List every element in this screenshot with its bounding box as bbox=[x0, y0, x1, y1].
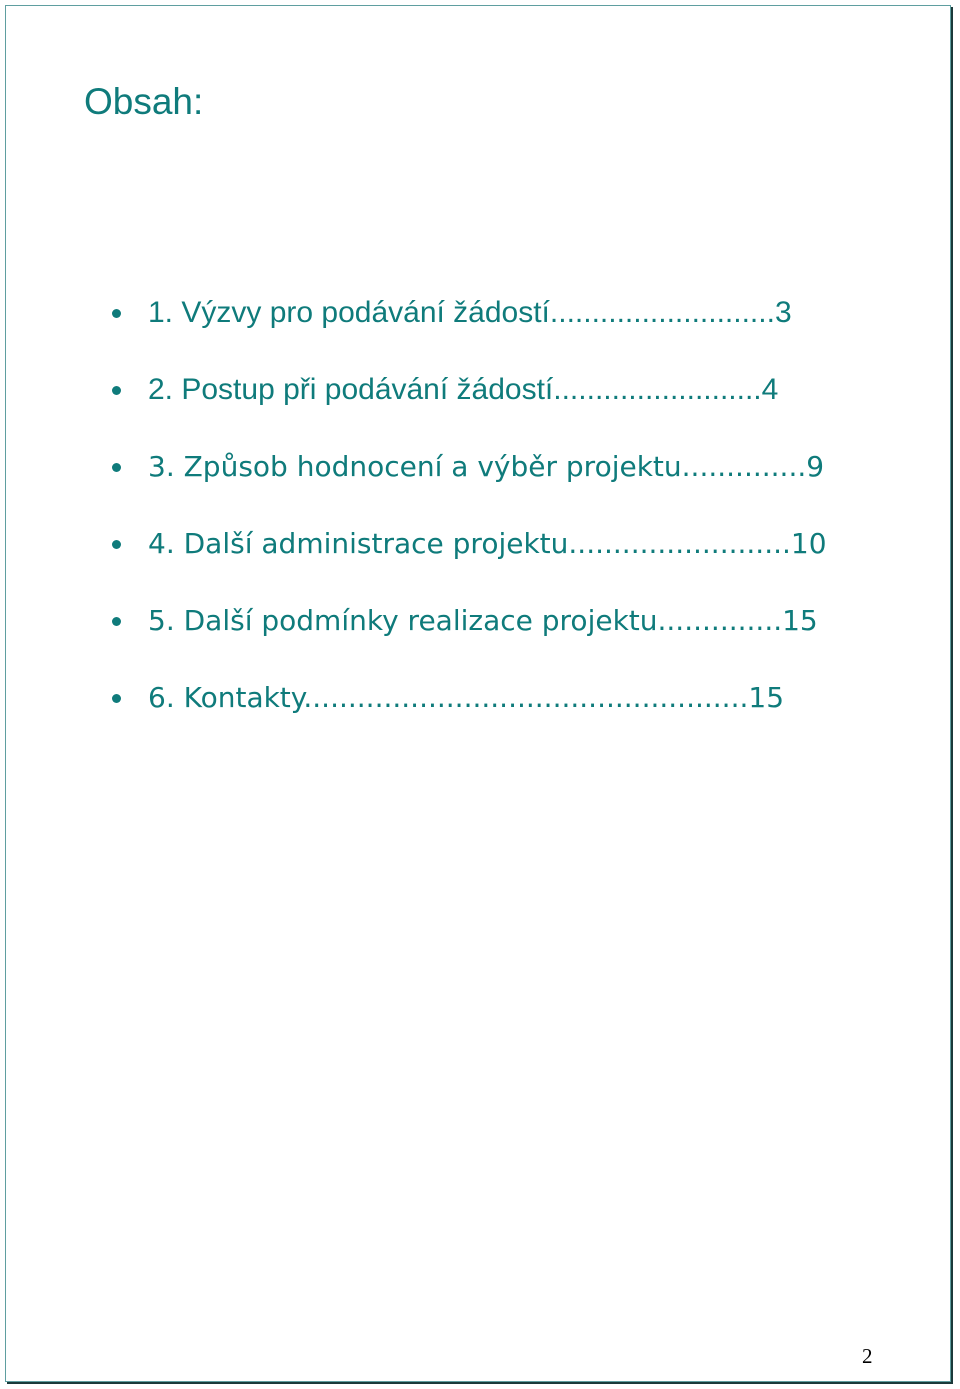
toc-item-1 bbox=[112, 290, 872, 367]
bullet-icon bbox=[112, 694, 121, 703]
toc-item-3 bbox=[112, 444, 872, 521]
toc-item-text: 2. Postup při podávání žádostí.........................4 bbox=[148, 373, 779, 406]
toc-item-5 bbox=[112, 598, 872, 675]
bullet-icon bbox=[112, 463, 121, 472]
page-title: Obsah: bbox=[84, 81, 204, 122]
bullet-icon bbox=[112, 540, 121, 549]
toc-item-text: 6. Kontakty..................................................15 bbox=[148, 681, 785, 714]
toc-item-6 bbox=[112, 675, 872, 752]
toc-item-text: 1. Výzvy pro podávání žádostí...........................3 bbox=[148, 296, 792, 329]
toc-item-text: 5. Další podmínky realizace projektu..............15 bbox=[148, 604, 818, 637]
toc-item-2 bbox=[112, 367, 872, 444]
toc-item-text: 3. Způsob hodnocení a výběr projektu..............9 bbox=[148, 450, 825, 483]
toc-item-4 bbox=[112, 521, 872, 598]
bullet-icon bbox=[112, 309, 121, 318]
bullet-icon bbox=[112, 386, 121, 395]
bullet-icon bbox=[112, 617, 121, 626]
toc-item-text: 4. Další administrace projektu.........................10 bbox=[148, 527, 827, 560]
table-of-contents bbox=[112, 290, 872, 752]
page-number: 2 bbox=[862, 1344, 873, 1368]
